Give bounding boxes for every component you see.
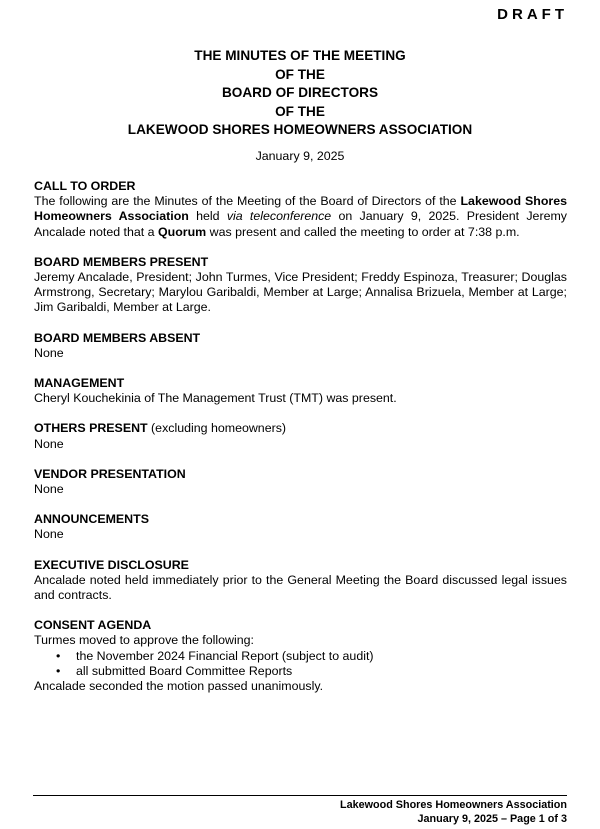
text-run: The following are the Minutes of the Meeting of the Board of Directors of the [34, 194, 461, 209]
footer-divider [33, 795, 567, 796]
section-call-to-order [34, 179, 567, 240]
section-text: None [34, 527, 64, 542]
section-text: None [34, 436, 64, 451]
meeting-mode: via teleconference [226, 209, 332, 224]
draft-label: DRAFT [497, 6, 568, 23]
section-text: Jeremy Ancalade, President; John Turmes, Vice President; Freddy Espinoza, Treasurer; Douglas Armstrong, Secretary; Marylou Garibaldi, Member at Large; Annalisa Brizuela, Member at Large; Jim Garibaldi, Member at Large. [34, 270, 567, 315]
footer-page-number: January 9, 2025 – Page 1 of 3 [417, 812, 567, 825]
section-management [34, 376, 567, 406]
text-run: held [188, 209, 227, 224]
meeting-date: January 9, 2025 [255, 149, 345, 163]
bullet-icon: • [56, 663, 61, 678]
section-heading: MANAGEMENT [34, 376, 125, 391]
title-line: THE MINUTES OF THE MEETING [194, 48, 406, 63]
section-text: None [34, 345, 64, 360]
page-footer [340, 799, 567, 826]
title-line: LAKEWOOD SHORES HOMEOWNERS ASSOCIATION [127, 122, 473, 137]
section-text: Cheryl Kouchekinia of The Management Trust (TMT) was present. [34, 391, 397, 406]
list-item-text: all submitted Board Committee Reports [76, 663, 293, 678]
minutes-body [34, 179, 567, 709]
title-line: OF THE [275, 103, 325, 119]
section-heading-row [34, 421, 567, 436]
section-board-present [34, 255, 567, 316]
section-text: None [34, 482, 64, 497]
section-board-absent [34, 331, 567, 361]
list-item [34, 649, 567, 664]
footer-association: Lakewood Shores Homeowners Association [340, 799, 567, 811]
consent-items [34, 649, 567, 679]
heading-note: (excluding homeowners) [147, 421, 287, 436]
section-heading: BOARD MEMBERS PRESENT [34, 254, 209, 269]
section-text: Ancalade noted held immediately prior to the General Meeting the Board discussed legal issues and contracts. [34, 572, 567, 603]
section-consent-agenda [34, 618, 567, 694]
consent-intro: Turmes moved to approve the following: [34, 633, 254, 648]
section-heading: BOARD MEMBERS ABSENT [34, 330, 201, 345]
title-line: OF THE [275, 66, 325, 82]
section-announcements [34, 512, 567, 542]
section-heading: OTHERS PRESENT [34, 421, 148, 436]
consent-outro: Ancalade seconded the motion passed unanimously. [34, 679, 324, 694]
association-name: Lakewood Shores Homeowners Association [34, 194, 567, 224]
list-item [34, 664, 567, 679]
text-run: was present and called the meeting to order at 7:38 p.m. [206, 224, 520, 239]
text-run: on January 9, 2025. President Jeremy Ancalade noted that a [34, 209, 567, 239]
section-others-present [34, 421, 567, 451]
section-heading: CALL TO ORDER [34, 179, 136, 193]
section-text [34, 194, 567, 240]
section-vendor-presentation [34, 467, 567, 497]
document-title [0, 47, 600, 140]
section-heading: EXECUTIVE DISCLOSURE [34, 557, 189, 572]
section-heading: VENDOR PRESENTATION [34, 466, 186, 481]
title-line: BOARD OF DIRECTORS [221, 85, 379, 100]
section-heading: CONSENT AGENDA [34, 618, 152, 633]
section-heading: ANNOUNCEMENTS [34, 512, 149, 527]
bullet-icon: • [56, 648, 61, 663]
section-executive-disclosure [34, 558, 567, 604]
list-item-text: the November 2024 Financial Report (subject to audit) [76, 648, 374, 663]
quorum-term: Quorum [158, 224, 207, 239]
